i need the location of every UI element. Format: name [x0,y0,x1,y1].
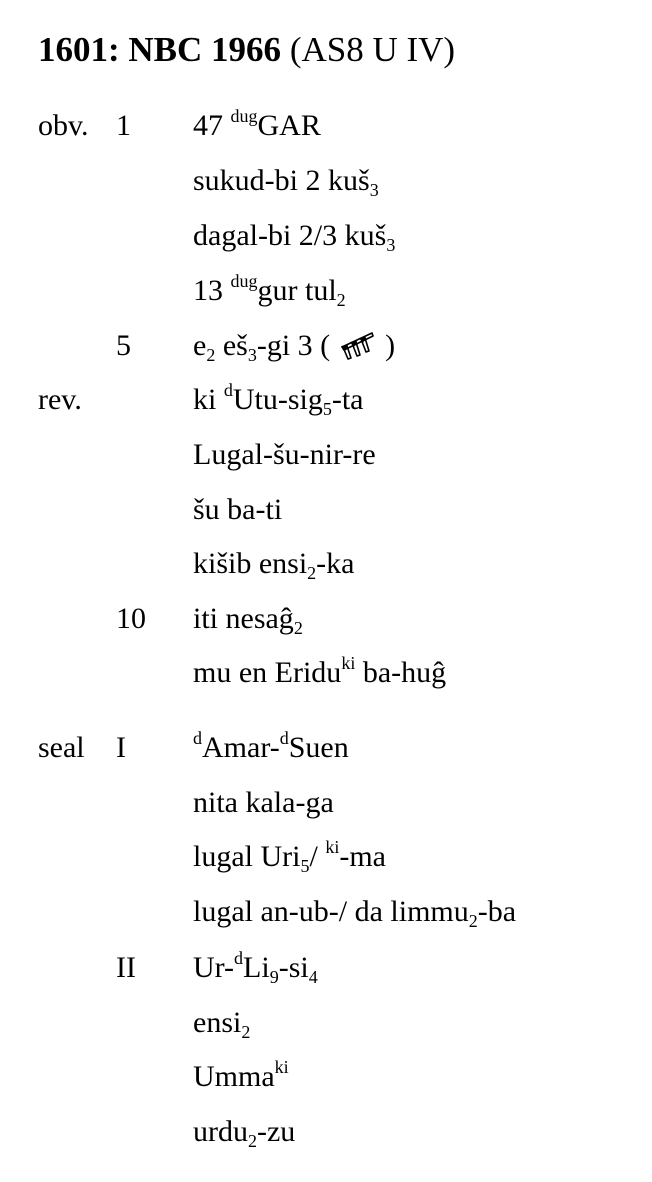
text-line [0,104,652,148]
text-segment: -gi 3 ( [256,329,338,362]
text-line [0,726,652,770]
subscript-index: 5 [300,856,310,877]
text-segment: lugal Uri [193,840,301,873]
line-side-label: rev. [38,383,82,416]
text-segment: -zu [257,1115,296,1148]
line-text [193,433,376,477]
text-segment: ba-huĝ [355,656,447,689]
text-segment: ) [377,329,396,362]
line-text [193,1001,250,1045]
subscript-index: 9 [269,967,279,988]
text-segment: gur tul [257,274,337,307]
superscript-determinative: d [193,728,202,749]
text-segment: ensi [193,1006,242,1039]
text-segment: sukud-bi 2 kuš [193,164,370,197]
text-segment: Lugal-šu-nir-re [193,438,376,471]
text-segment: -ba [477,895,517,928]
text-line [0,890,652,934]
line-text [193,214,395,258]
line-text [193,542,354,586]
line-text [193,597,303,641]
superscript-determinative: d [223,380,233,401]
line-text [193,890,516,934]
text-segment: -ta [331,383,364,416]
text-segment: 13 [193,274,231,307]
line-number: 5 [116,329,131,362]
text-segment: kišib ensi [193,547,308,580]
subscript-index: 3 [386,235,396,256]
text-segment: -si [278,951,309,984]
subscript-index: 2 [468,911,478,932]
text-date: (AS8 U IV) [289,30,456,69]
line-text [193,378,363,422]
subscript-index: 2 [241,1022,251,1043]
superscript-determinative: dug [230,271,258,292]
line-number: II [116,951,136,984]
subscript-index: 3 [247,345,257,366]
subscript-index: 2 [206,345,216,366]
subscript-index: 2 [248,1131,257,1152]
line-text [193,324,395,368]
text-line [0,1001,652,1045]
text-segment: -ka [316,547,355,580]
line-text [193,159,379,203]
text-segment: GAR [257,109,321,142]
line-text [193,726,349,770]
superscript-determinative: dug [230,106,258,127]
text-segment: mu en Eridu [193,656,342,689]
line-number: 10 [116,602,146,635]
text-line [0,651,652,695]
text-segment: Ur- [193,951,235,984]
superscript-determinative: ki [274,1057,289,1078]
text-segment: urdu [193,1115,248,1148]
text-segment: dagal-bi 2/3 kuš [193,219,387,252]
text-line [0,488,652,532]
text-line [0,946,652,990]
text-line [0,542,652,586]
subscript-index: 5 [322,399,332,420]
text-line [0,1110,652,1154]
superscript-determinative: ki [325,837,340,858]
text-line [0,378,652,422]
text-segment: Utu-sig [232,383,323,416]
text-segment: e [193,329,207,362]
text-line [0,835,652,879]
superscript-determinative: ki [341,653,356,674]
line-text [193,269,346,313]
line-text [193,835,386,879]
text-segment: iti nesaĝ [193,602,294,635]
text-segment: šu ba-ti [193,493,283,526]
line-text [193,781,334,825]
text-line [0,597,652,641]
text-segment: -ma [339,840,386,873]
text-segment: Amar- [202,731,280,764]
line-side-label: obv. [38,109,89,142]
subscript-index: 4 [308,967,318,988]
line-text [193,1110,295,1154]
text-segment: / [309,840,326,873]
cuneiform-sign-icon [338,327,378,361]
line-text [193,1055,289,1099]
text-line [0,269,652,313]
line-text [193,488,282,532]
line-text [193,104,321,148]
text-line [0,214,652,258]
text-segment: Umma [193,1060,275,1093]
page-title [38,28,455,72]
text-line [0,433,652,477]
text-line [0,159,652,203]
text-id: 1601: NBC 1966 [38,30,282,69]
text-segment: eš [215,329,248,362]
text-line [0,781,652,825]
text-segment: ki [193,383,224,416]
text-segment: nita kala-ga [193,786,334,819]
superscript-determinative: d [234,948,244,969]
text-segment: lugal an-ub-/ da limmu [193,895,469,928]
text-segment: Suen [288,731,349,764]
text-segment: 47 [193,109,231,142]
superscript-determinative: d [279,728,289,749]
line-side-label: seal [38,731,85,764]
line-number: I [116,731,126,764]
text-line [0,1055,652,1099]
subscript-index: 2 [336,290,346,311]
subscript-index: 2 [307,563,317,584]
line-text [193,946,318,990]
line-text [193,651,446,695]
line-number: 1 [116,109,131,142]
subscript-index: 2 [293,618,303,639]
text-line [0,324,652,368]
text-segment: Li [243,951,270,984]
subscript-index: 3 [369,180,379,201]
